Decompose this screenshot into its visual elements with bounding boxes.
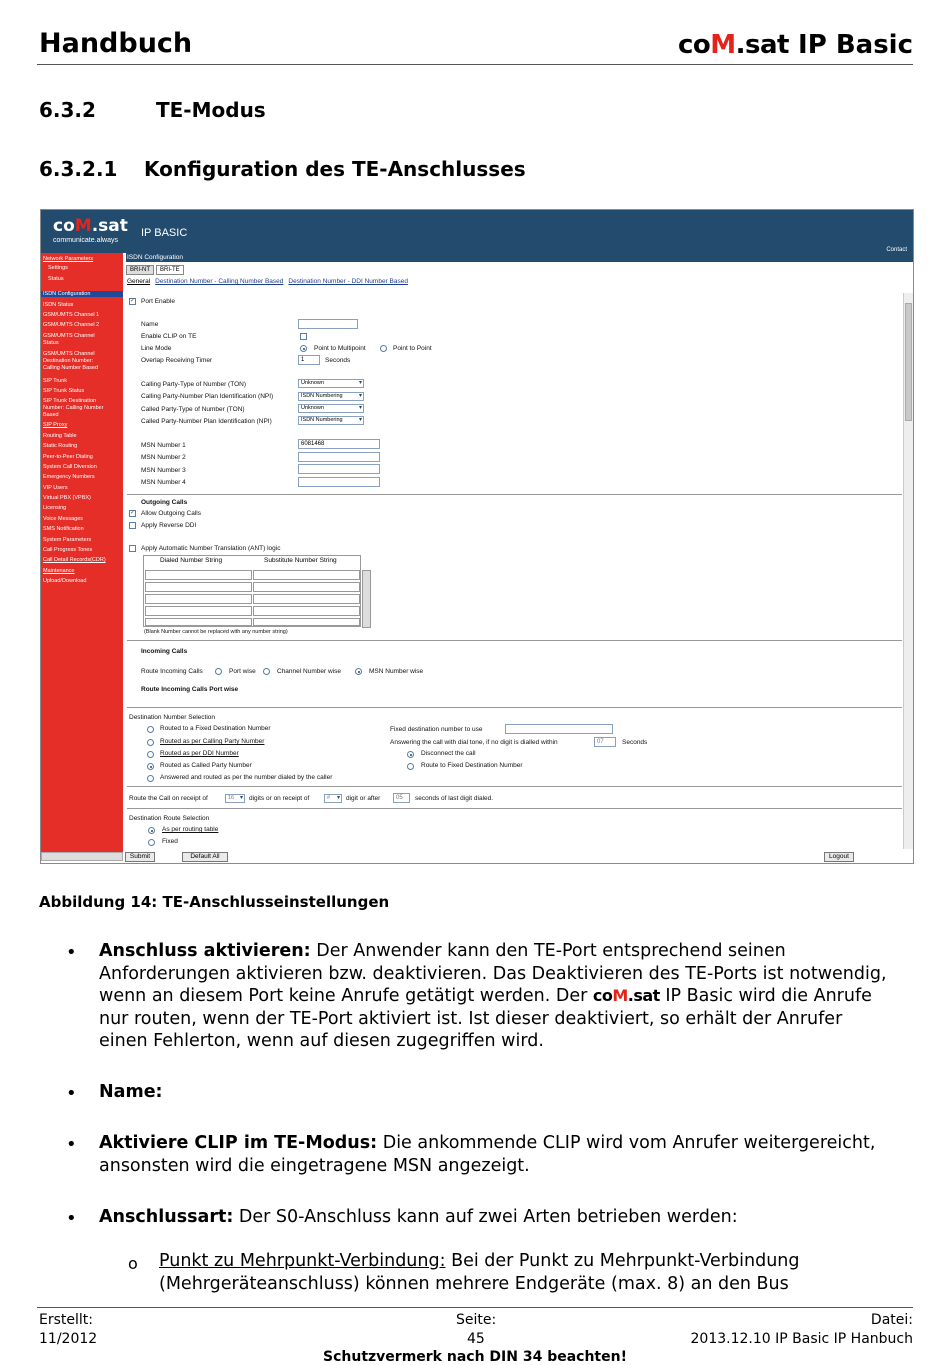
ant-label: Apply Automatic Number Translation (ANT) logic: [141, 545, 281, 552]
called-party-label: Routed as Called Party Number: [160, 762, 252, 769]
figure-caption: Abbildung 14: TE-Anschlusseinstellungen: [39, 893, 390, 911]
sidebar-item-emergency[interactable]: Emergency Numbers: [43, 474, 95, 480]
sidebar-item-diversion[interactable]: System Call Diversion: [43, 464, 97, 470]
bullet-dot: •: [66, 1134, 77, 1155]
sidebar-item-maintenance[interactable]: Maintenance: [43, 568, 75, 574]
sidebar-item-status[interactable]: Status: [48, 276, 64, 282]
bullet-dot: •: [66, 1208, 77, 1229]
subnav: [127, 278, 413, 285]
sidebar-item-isdn-status[interactable]: ISDN Status: [43, 302, 74, 308]
dialed-header: Dialed Number String: [160, 557, 223, 564]
app-product: IP BASIC: [141, 227, 188, 239]
sidebar-item-gsm-dest-2[interactable]: Destination Number:: [43, 358, 94, 364]
calling-ton-select[interactable]: Unknown ▾: [298, 379, 364, 388]
answering-seconds: Seconds: [622, 739, 648, 746]
ptp-label: Point to Point: [393, 345, 432, 352]
sidebar-item-gsm-dest[interactable]: GSM/UMTS Channel: [43, 351, 95, 357]
sidebar-item-vip[interactable]: VIP Users: [43, 485, 68, 491]
called-party-radio[interactable]: [147, 763, 154, 770]
fixed-route-radio[interactable]: [148, 839, 155, 846]
route-fixed-label: Route to Fixed Destination Number: [421, 762, 523, 769]
tab-bar: [126, 265, 186, 275]
content-title: ISDN Configuration: [126, 253, 913, 262]
sidebar-item-voice[interactable]: Voice Messages: [43, 516, 84, 522]
port-wise-label: Port wise: [229, 668, 256, 675]
called-npi-select[interactable]: ISDN Numbering ▾: [298, 416, 364, 425]
name-label: Name: [141, 321, 159, 328]
app-topbar: [41, 210, 913, 253]
ant-cell[interactable]: [253, 582, 360, 592]
sidebar-item-network[interactable]: Network Parameters: [43, 256, 94, 262]
ptmp-label: Point to Multipoint: [314, 345, 366, 352]
calling-npi-select[interactable]: ISDN Numbering ▾: [298, 392, 364, 401]
digits-or-label: digits or on receipt of: [249, 795, 310, 802]
sidebar-item-licensing[interactable]: Licensing: [43, 505, 67, 511]
enable-clip-checkbox[interactable]: [300, 333, 307, 340]
line-mode-label: Line Mode: [141, 345, 172, 352]
dest-route-heading: Destination Route Selection: [129, 815, 210, 822]
name-input[interactable]: [298, 319, 358, 329]
sidebar-item-gsm-status-2[interactable]: Status: [43, 340, 59, 346]
routing-table-label: As per routing table: [162, 826, 219, 833]
footer-created-label: Erstellt:: [39, 1312, 93, 1328]
divider: [127, 707, 902, 708]
port-enable-label: Port Enable: [141, 298, 175, 305]
sidebar-item-p2p[interactable]: Peer-to-Peer Dialing: [43, 454, 93, 460]
ant-cell[interactable]: [253, 594, 360, 604]
msn3-label: MSN Number 3: [141, 467, 186, 474]
sidebar-item-routing-table[interactable]: Routing Table: [43, 433, 77, 439]
divider: [127, 786, 902, 787]
after-input[interactable]: 05: [393, 793, 410, 803]
divider: [127, 808, 902, 809]
sidebar-item-system[interactable]: System Parameters: [43, 537, 92, 543]
digits-select[interactable]: 16 ▾: [225, 794, 245, 803]
tab-bri-nt[interactable]: BRI-NT: [126, 265, 154, 275]
enable-clip-label: Enable CLIP on TE: [141, 333, 197, 340]
subnav-calling-based[interactable]: Destination Number - Calling Number Based: [155, 278, 284, 285]
answering-label: Answering the call with dial tone, if no digit is dialled within: [390, 739, 558, 746]
product-name: IP Basic: [798, 30, 913, 60]
subnav-ddi-based[interactable]: Destination Number - DDI Number Based: [288, 278, 408, 285]
ant-cell[interactable]: [145, 594, 252, 604]
ant-cell[interactable]: [253, 570, 360, 580]
disconnect-radio[interactable]: [407, 751, 414, 758]
footer-divider: [37, 1307, 913, 1308]
reverse-ddi-label: Apply Reverse DDI: [141, 522, 197, 529]
subnav-general[interactable]: General: [127, 278, 151, 285]
divider: [127, 494, 902, 495]
msn3-input[interactable]: [298, 464, 380, 474]
sidebar-item-tones[interactable]: Call Progress Tones: [43, 547, 93, 553]
logout-button[interactable]: Logout: [824, 852, 854, 862]
port-enable-checkbox[interactable]: ✓: [130, 298, 136, 304]
calling-party-label: Routed as per Calling Party Number: [160, 738, 265, 745]
sidebar-scrollbar[interactable]: [41, 852, 123, 861]
footer-file-label: Datei:: [870, 1312, 913, 1328]
hash-select[interactable]: # ▾: [324, 794, 342, 803]
sidebar-item-gsm-dest-3[interactable]: Calling Number Based: [43, 365, 99, 371]
sidebar-item-isdn-config[interactable]: ISDN Configuration: [41, 291, 123, 297]
header-divider: [37, 64, 913, 65]
ant-cell[interactable]: [253, 606, 360, 616]
incoming-heading: Incoming Calls: [141, 648, 188, 655]
footer-created-value: 11/2012: [39, 1331, 98, 1347]
ptp-radio[interactable]: [380, 345, 387, 352]
msn-wise-label: MSN Number wise: [369, 668, 424, 675]
ant-cell[interactable]: [145, 582, 252, 592]
blank-note: (Blank Number cannot be replaced with any number string): [144, 629, 288, 635]
fixed-dest-radio[interactable]: [147, 726, 154, 733]
sidebar-item-sip-dest-2[interactable]: Number: Calling Number: [43, 405, 104, 411]
channel-wise-radio[interactable]: [263, 668, 270, 675]
list-item: Anschlussart: Der S0-Anschluss kann auf zwei Arten betrieben werden:: [99, 1207, 738, 1227]
calling-npi-label: Calling Party-Number Plan Identification (NPI): [141, 393, 274, 400]
ant-cell[interactable]: [253, 618, 360, 626]
dest-sel-heading: Destination Number Selection: [129, 714, 215, 721]
msn1-label: MSN Number 1: [141, 442, 186, 449]
route-port-wise-heading: Route Incoming Calls Port wise: [141, 686, 239, 693]
answering-input[interactable]: 07: [594, 737, 616, 747]
sidebar-item-sip-dest-3[interactable]: Based: [43, 412, 59, 418]
called-ton-label: Called Party-Type of Number (TON): [141, 406, 245, 413]
msn2-label: MSN Number 2: [141, 454, 186, 461]
document-title: Handbuch: [39, 28, 193, 59]
section-heading: 6.3.2 TE-Modus: [39, 98, 266, 122]
list-item: Name:: [99, 1082, 163, 1102]
ant-table: [143, 555, 361, 627]
sidebar-item-cdr[interactable]: Call Detail Records(CDR): [43, 557, 106, 563]
calling-party-radio[interactable]: [147, 739, 154, 746]
route-fixed-radio[interactable]: [407, 763, 414, 770]
sidebar-item-settings[interactable]: Settings: [48, 265, 68, 271]
sub-bullet: o: [128, 1254, 138, 1273]
sidebar-item-sip-trunk[interactable]: SIP Trunk: [43, 378, 68, 384]
outgoing-heading: Outgoing Calls: [141, 499, 188, 506]
routing-table-radio[interactable]: [148, 827, 155, 834]
default-all-button[interactable]: Default All: [182, 852, 228, 862]
answered-radio[interactable]: [147, 775, 154, 782]
allow-outgoing-checkbox[interactable]: ✓: [130, 510, 136, 516]
called-ton-select[interactable]: Unknown ▾: [298, 404, 364, 413]
app-tagline: communicate.always: [53, 237, 118, 244]
contact-link[interactable]: Contact: [886, 247, 907, 253]
secs-last-label: seconds of last digit dialed.: [415, 795, 494, 802]
sidebar-item-gsm2[interactable]: GSM/UMTS Channel 2: [43, 322, 100, 328]
digit-after-label: digit or after: [346, 795, 381, 802]
overlap-label: Overlap Receiving Timer: [141, 357, 213, 364]
sidebar-item-vpbx[interactable]: Virtual PBX (VPBX): [43, 495, 91, 501]
subsection-heading: 6.3.2.1 Konfiguration des TE-Anschlusses: [39, 157, 526, 181]
config-screenshot: [40, 209, 914, 864]
ddi-label: Routed as per DDI Number: [160, 750, 239, 757]
disconnect-label: Disconnect the call: [421, 750, 476, 757]
msn-wise-radio[interactable]: [355, 668, 362, 675]
sidebar: [41, 253, 123, 853]
sidebar-item-upload[interactable]: Upload/Download: [43, 578, 87, 584]
ant-checkbox[interactable]: [129, 545, 136, 552]
sidebar-item-sip-proxy[interactable]: SIP Proxy: [43, 422, 68, 428]
sidebar-item-gsm1[interactable]: GSM/UMTS Channel 1: [43, 312, 100, 318]
overlap-seconds: Seconds: [325, 357, 351, 364]
sidebar-item-sip-status[interactable]: SIP Trunk Status: [43, 388, 85, 394]
port-wise-radio[interactable]: [215, 668, 222, 675]
calling-ton-label: Calling Party-Type of Number (TON): [141, 381, 246, 388]
header-brand: [678, 30, 913, 60]
ant-cell[interactable]: [145, 570, 252, 580]
tab-bri-te[interactable]: BRI-TE: [156, 265, 184, 275]
ant-cell[interactable]: [145, 606, 252, 616]
app-logo: coM.sat: [53, 216, 128, 236]
called-npi-label: Called Party-Number Plan Identification (NPI): [141, 418, 272, 425]
substitute-header: Substitute Number String: [264, 557, 337, 564]
sidebar-item-gsm-status[interactable]: GSM/UMTS Channel: [43, 333, 95, 339]
fixed-to-use-label: Fixed destination number to use: [390, 726, 483, 733]
msn1-input[interactable]: 6081468: [298, 439, 380, 449]
scrollbar-thumb[interactable]: [905, 303, 912, 421]
reverse-ddi-checkbox[interactable]: [129, 522, 136, 529]
ant-cell[interactable]: [145, 618, 252, 626]
ant-table-scrollbar[interactable]: [362, 570, 371, 628]
footer-notice: Schutzvermerk nach DIN 34 beachten!: [323, 1349, 627, 1365]
ddi-radio[interactable]: [147, 751, 154, 758]
msn4-input[interactable]: [298, 477, 380, 487]
allow-outgoing-label: Allow Outgoing Calls: [141, 510, 201, 517]
channel-wise-label: Channel Number wise: [277, 668, 341, 675]
fixed-dest-label: Routed to a Fixed Destination Number: [160, 725, 271, 732]
overlap-input[interactable]: 1: [298, 355, 320, 365]
ptmp-radio[interactable]: [300, 345, 307, 352]
fixed-route-label: Fixed: [162, 838, 178, 845]
sidebar-item-sms[interactable]: SMS Notification: [43, 526, 84, 532]
brand-logo: coM.sat: [678, 30, 789, 60]
submit-button[interactable]: Submit: [125, 852, 155, 862]
footer-page-value: 45: [467, 1331, 485, 1347]
list-item: Anschluss aktivieren: Der Anwender kann den TE-Port entsprechend seinen Anforderungen aktivieren bzw. deaktivieren. Das Deaktivieren des TE-Ports ist notwendig, wenn an diesem Port keine Anrufe getätigt werden. Der coM.sat IP Basic wird die Anrufe nur routen, wenn der TE-Port aktiviert ist. Ist dieser deaktiviert, so erhält der Anrufer einen Fehlerton, wenn auf diesen zugegriffen wird.: [99, 941, 887, 1051]
content-scrollbar[interactable]: [903, 293, 913, 849]
footer-page-label: Seite:: [456, 1312, 497, 1328]
sidebar-item-static-routing[interactable]: Static Routing: [43, 443, 78, 449]
fixed-to-use-input[interactable]: [505, 724, 613, 734]
route-receipt-label: Route the Call on receipt of: [129, 795, 208, 802]
divider: [127, 640, 902, 641]
sub-list-item: Punkt zu Mehrpunkt-Verbindung: Bei der Punkt zu Mehrpunkt-Verbindung (Mehrgeräteanschluss) können mehrere Endgeräte (max. 8) an den Bus: [159, 1251, 800, 1294]
bullet-dot: •: [66, 1083, 77, 1104]
msn2-input[interactable]: [298, 452, 380, 462]
sidebar-item-sip-dest[interactable]: SIP Trunk Destination: [43, 398, 97, 404]
bullet-dot: •: [66, 942, 77, 963]
list-item: Aktiviere CLIP im TE-Modus: Die ankommende CLIP wird vom Anrufer weitergereicht, ansonsten wird die eingetragene MSN angezeigt.: [99, 1133, 876, 1176]
footer-file-value: 2013.12.10 IP Basic IP Hanbuch: [690, 1331, 913, 1347]
msn4-label: MSN Number 4: [141, 479, 186, 486]
brand-logo: coM.sat: [592, 986, 660, 1005]
answered-label: Answered and routed as per the number dialed by the caller: [160, 774, 333, 781]
route-incoming-label: Route Incoming Calls: [141, 668, 203, 675]
